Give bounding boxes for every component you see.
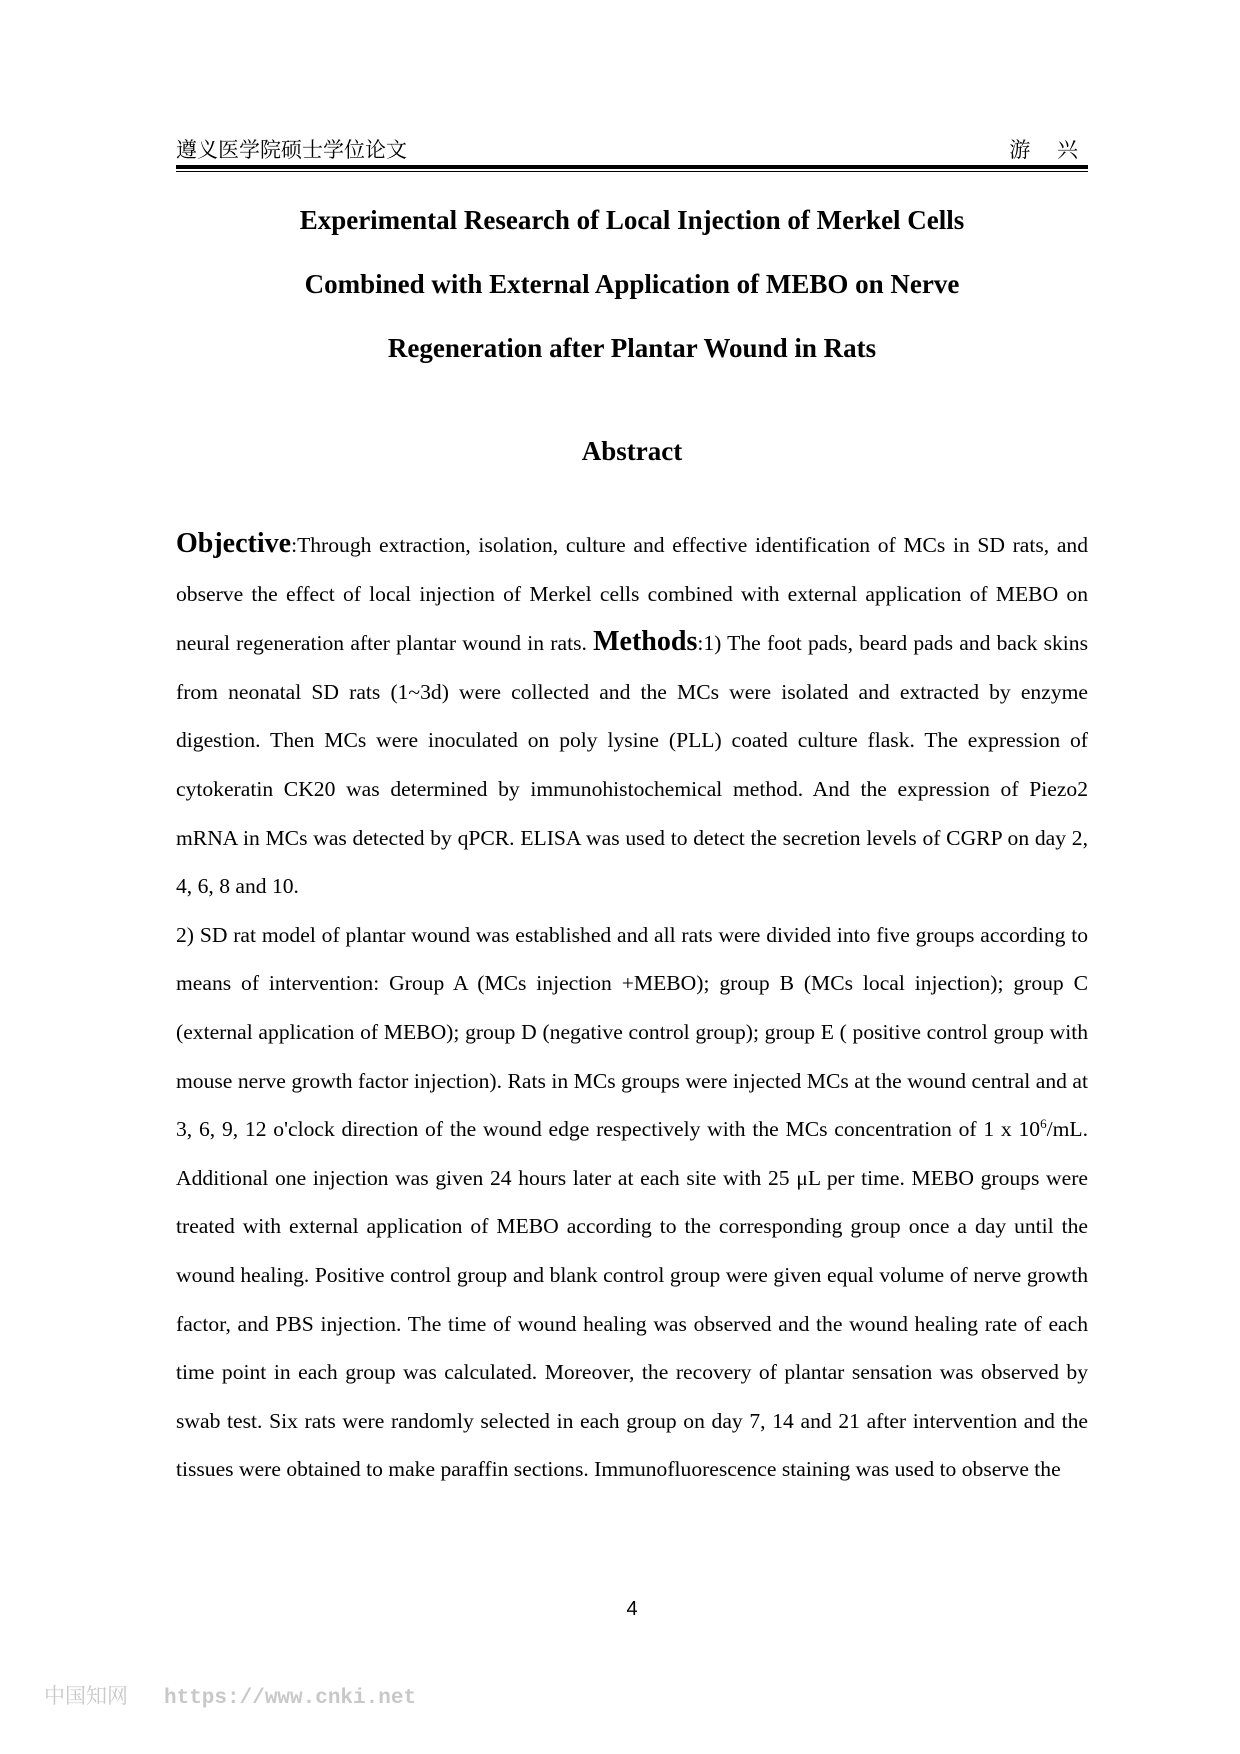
objective-label: Objective xyxy=(176,528,292,559)
title-line-1: Experimental Research of Local Injection of Merkel Cells xyxy=(299,205,965,235)
methods-separator: : xyxy=(697,631,704,656)
abstract-heading: Abstract xyxy=(581,436,683,466)
abstract-body xyxy=(176,520,1088,1494)
methods-text-2b: /mL. Additional one injection was given 24 hours later at each site with 25 μL per time. MEBO groups were treated with external application of MEBO according to the corresponding group once a day until the wound healing. Positive control group and blank control group were given equal volume of nerve growth factor, and PBS injection. The time of wound healing was observed and the wound healing rate of each time point in each group was calculated. Moreover, the recovery of plantar sensation was observed by swab test. Six rats were randomly selected in each group on day 7, 14 and 21 after intervention and the tissues were obtained to make paraffin sections. Immunofluorescence staining was used to observe the xyxy=(176,1117,1088,1482)
title-line-2: Combined with External Application of MEBO on Nerve xyxy=(304,269,960,299)
objective-separator: : xyxy=(291,533,298,557)
page-number: 4 xyxy=(626,1598,638,1620)
watermark-url: https://www.cnki.net xyxy=(164,1687,417,1710)
methods-label: Methods xyxy=(593,626,698,658)
running-header xyxy=(176,128,1088,168)
methods-exponent: 6 xyxy=(1040,1115,1047,1131)
header-rule-thin xyxy=(176,171,1088,172)
abstract-paragraph-2 xyxy=(176,911,1088,1494)
header-thesis-title: 遵义医学院硕士学位论文 xyxy=(176,138,407,162)
paper-title xyxy=(176,188,1088,380)
header-rule xyxy=(176,165,1088,169)
header-author: 游 兴 xyxy=(1009,138,1088,162)
methods-text-2a: 2) SD rat model of plantar wound was established and all rats were divided into five groups according to means of intervention: Group A (MCs injection +MEBO); group B (MCs local injection); group C (external application of MEBO); group D (negative control group); group E ( positive control group with mouse nerve growth factor injection). Rats in MCs groups were injected MCs at the wound central and at 3, 6, 9, 12 o'clock direction of the wound edge respectively with the MCs concentration of 1 x 10 xyxy=(176,922,1088,1142)
watermark-cn: 中国知网 xyxy=(44,1684,128,1708)
cnki-watermark xyxy=(44,1680,416,1710)
methods-text-1: 1) The foot pads, beard pads and back skins from neonatal SD rats (1~3d) were collected and the MCs were isolated and extracted by enzyme digestion. Then MCs were inoculated on poly lysine (PLL) coated culture flask. The expression of cytokeratin CK20 was determined by immunohistochemical method. And the expression of Piezo2 mRNA in MCs was detected by qPCR. ELISA was used to detect the secretion levels of CGRP on day 2, 4, 6, 8 and 10. xyxy=(176,631,1088,899)
objective-text: Through extraction, isolation, culture and effective identification of MCs in SD rats, and observe the effect of local injection of Merkel cells combined with external application of MEBO on neural regeneration after plantar wound in rats. xyxy=(176,533,1088,656)
title-line-3: Regeneration after Plantar Wound in Rats xyxy=(387,333,877,363)
abstract-paragraph-1 xyxy=(176,520,1088,911)
